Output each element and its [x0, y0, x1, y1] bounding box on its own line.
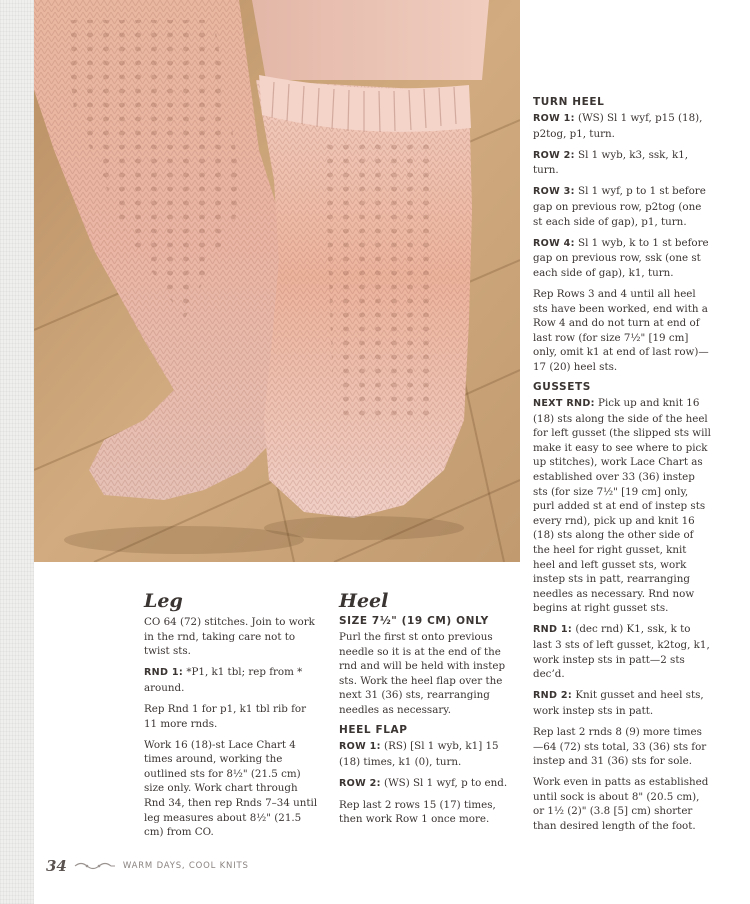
- heel-flap-row-1: ROW 1: (RS) [Sl 1 wyb, k1] 15 (18) times, k1 (0), turn.: [339, 740, 499, 768]
- heel-column: [339, 590, 515, 834]
- gussets-rnd-2: RND 2: Knit gusset and heel sts, work instep sts in patt.: [533, 689, 704, 717]
- turn-heel-row-3: ROW 3: Sl 1 wyf, p to 1 st before gap on previous row, p2tog (one st each side of gap), p1, turn.: [533, 185, 706, 228]
- size-heading: SIZE 7½" (19 CM) ONLY: [339, 615, 489, 627]
- leg-work-chart: Work 16 (18)-st Lace Chart 4 times around, working the outlined sts for 8½" (21.5 cm) size only. Work chart through Rnd 34, then rep Rnds 7–34 until leg measures about 8½" (21.5 cm) from CO.: [144, 738, 318, 839]
- gussets-work-even: Work even in patts as established until sock is about 8" (20.5 cm), or 1½ (2)" (3.8 [5] cm) shorter than desired length of the foot.: [533, 776, 709, 833]
- gussets-heading: GUSSETS: [533, 381, 591, 393]
- book-spine: [0, 0, 34, 904]
- socks-photo: [34, 0, 520, 562]
- heel-flap-row-2: ROW 2: (WS) Sl 1 wyf, p to end.: [339, 776, 508, 789]
- heel-repeat: Rep last 2 rows 15 (17) times, then work Row 1 once more.: [339, 798, 496, 826]
- heel-flap-heading: HEEL FLAP: [339, 724, 408, 737]
- heel-size-text: Purl the first st onto previous needle so it is at the end of the rnd and will be held with instep sts. Work the heel flap over the next 31 (36) sts, rearranging needles as necessary.: [339, 631, 506, 716]
- turn-heel-row-4: ROW 4: Sl 1 wyb, k to 1 st before gap on previous row, ssk (one st each side of gap), k1, turn.: [533, 236, 709, 279]
- ornament-icon: [73, 861, 117, 871]
- page-footer: [46, 857, 249, 875]
- gussets-next-rnd: NEXT RND: Pick up and knit 16 (18) sts along the side of the heel for left gusset (the slipped sts will make it easy to see where to pick up stitches), work Lace Chart as established over 33 (36) instep sts (for size 7½" [19 cm] only, purl added st at end of instep sts every rnd), pick up and knit 16 (18) sts along the other side of the heel for right gusset, knit heel and left gusset sts, work instep sts in patt, rearranging needles as necessary. Rnd now begins at right gusset sts.: [533, 397, 711, 615]
- turn-heel-row-1: ROW 1: (WS) Sl 1 wyf, p15 (18), p2tog, p1, turn.: [533, 112, 703, 140]
- gussets-rnd-1: RND 1: (dec rnd) K1, ssk, k to last 3 sts of left gusset, k2tog, k1, work instep sts in patt—2 sts dec’d.: [533, 623, 710, 681]
- page-number: 34: [46, 857, 67, 875]
- turn-heel-note: Rep Rows 3 and 4 until all heel sts have been worked, end with a Row 4 and do not turn at end of last row (for size 7½" [19 cm] only, omit k1 at end of last row)—17 (20) heel sts.: [533, 287, 709, 373]
- leg-repeat: Rep Rnd 1 for p1, k1 tbl rib for 11 more rnds.: [144, 702, 307, 730]
- book-title: WARM DAYS, COOL KNITS: [122, 861, 249, 871]
- leg-heading: Leg: [144, 590, 183, 612]
- gussets-repeat: Rep last 2 rnds 8 (9) more times—64 (72) sts total, 33 (36) sts for instep and 31 (36) sts for sole.: [533, 725, 707, 768]
- turn-heel-heading: TURN HEEL: [533, 96, 605, 108]
- turn-heel-row-2: ROW 2: Sl 1 wyb, k3, ssk, k1, turn.: [533, 148, 689, 177]
- leg-column: [144, 590, 320, 846]
- right-column: [533, 96, 711, 840]
- leg-intro: CO 64 (72) stitches. Join to work in the rnd, taking care not to twist sts.: [144, 616, 315, 658]
- heel-heading: Heel: [339, 590, 389, 612]
- leg-rnd-1: RND 1: *P1, k1 tbl; rep from * around.: [144, 666, 303, 694]
